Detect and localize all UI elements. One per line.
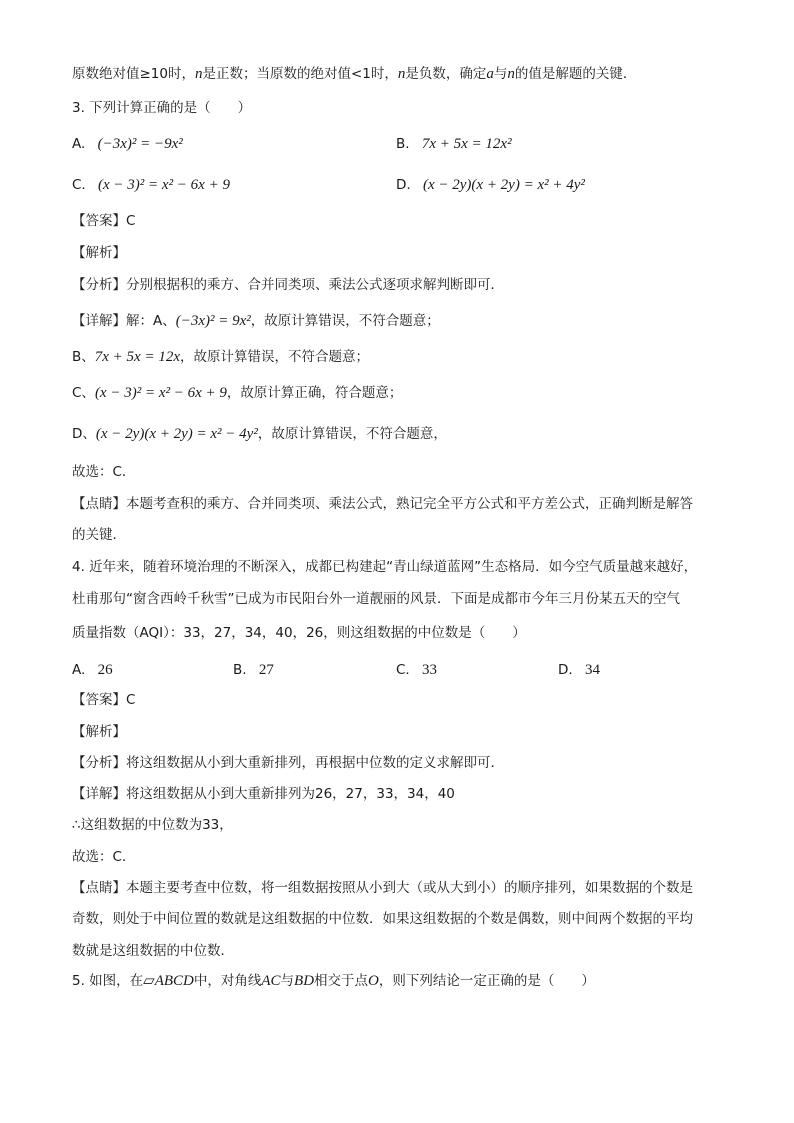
text: 5. 如图，在 xyxy=(72,973,144,989)
text: ，故原计算错误，不符合题意； xyxy=(179,349,369,365)
var-n: n xyxy=(507,66,515,82)
text: ，则下列结论一定正确的是（ ） xyxy=(378,973,595,989)
dianjing-text: 本题主要考查中位数，将一组数据按照从小到大（或从大到小）的顺序排列，如果数据的个数是 xyxy=(126,880,693,896)
formula: 7x + 5x = 12x xyxy=(94,349,180,365)
dianjing-text: 本题考查积的乘方、合并同类项、乘法公式，熟记完全平方公式和平方差公式，正确判断是解答 xyxy=(126,496,693,512)
parallelogram-label: ▱ABCD xyxy=(143,973,194,989)
q4-option-b xyxy=(233,660,274,680)
diagonal-ac: AC xyxy=(261,973,281,989)
q3-option-a xyxy=(72,134,183,154)
var-n: n xyxy=(397,66,406,82)
q4-option-d xyxy=(558,660,600,680)
intro-text: 是正数；当原数的绝对值<1时， xyxy=(202,66,398,82)
q3-stem: 3. 下列计算正确的是（ ） xyxy=(72,100,252,116)
q3-xiangjie-d xyxy=(72,424,447,444)
q3-option-d xyxy=(396,175,585,195)
option-formula: 7x + 5x = 12x² xyxy=(421,136,512,152)
dianjing-tag: 【点睛】 xyxy=(72,496,126,512)
option-label: A. xyxy=(72,662,86,678)
answer-value: C xyxy=(126,692,136,708)
option-formula: (−3x)² = −9x² xyxy=(97,136,183,152)
q4-stem-line1: 4. 近年来，随着环境治理的不断深入，成都已构建起“青山绿道蓝网”生态格局．如今空气质量越来越好， xyxy=(72,559,698,575)
fenxi-tag: 【分析】 xyxy=(72,277,126,293)
xiangjie-tag: 【详解】 xyxy=(72,786,126,802)
point-o: O xyxy=(368,973,379,989)
answer-tag: 【答案】 xyxy=(72,213,126,229)
q3-answer xyxy=(72,211,135,231)
q4-stem-line3: 质量指数（AQI）：33，27，34，40，26，则这组数据的中位数是（ ） xyxy=(72,625,526,641)
text: 与 xyxy=(280,973,295,989)
q4-fenxi xyxy=(72,753,504,773)
option-label: C. xyxy=(72,177,86,193)
text: 中，对角线 xyxy=(193,973,262,989)
q4-option-a xyxy=(72,660,113,680)
intro-text: 与 xyxy=(493,66,508,82)
option-label: D. xyxy=(558,662,573,678)
fenxi-text: 将这组数据从小到大重新排列，再根据中位数的定义求解即可． xyxy=(126,755,504,771)
q4-dianjing-cont1: 奇数，则处于中间位置的数就是这组数据的中位数．如果这组数据的个数是偶数，则中间两个数据的平均 xyxy=(72,911,693,927)
text: ，故原计算错误，不符合题意； xyxy=(250,313,440,329)
option-label: B. xyxy=(233,662,247,678)
q4-dianjing-cont2: 数就是这组数据的中位数． xyxy=(72,943,234,959)
q3-option-b xyxy=(396,134,512,154)
q4-jiexi: 【解析】 xyxy=(72,724,126,740)
q3-xiangjie-a xyxy=(72,311,440,331)
q4-answer xyxy=(72,690,135,710)
fenxi-text: 分别根据积的乘方、合并同类项、乘法公式逐项求解判断即可． xyxy=(126,277,504,293)
formula: (−3x)² = 9x² xyxy=(175,313,251,329)
q3-option-c xyxy=(72,175,230,195)
option-label: C. xyxy=(396,662,410,678)
xiangjie-text: 将这组数据从小到大重新排列为26，27，33，34，40 xyxy=(126,786,455,802)
text: B、 xyxy=(72,349,95,365)
intro-text: 的值是解题的关键． xyxy=(514,66,637,82)
fenxi-tag: 【分析】 xyxy=(72,755,126,771)
q4-option-c xyxy=(396,660,437,680)
q4-dianjing xyxy=(72,878,693,898)
answer-tag: 【答案】 xyxy=(72,692,126,708)
text: 相交于点 xyxy=(314,973,369,989)
option-label: B. xyxy=(396,136,410,152)
option-value: 26 xyxy=(97,662,113,678)
q3-fenxi xyxy=(72,275,504,295)
text: C、 xyxy=(72,385,95,401)
option-formula: (x − 3)² = x² − 6x + 9 xyxy=(98,177,230,193)
q4-stem-line2: 杜甫那句“窗含西岭千秋雪”已成为市民阳台外一道靓丽的风景．下面是成都市今年三月份某五天的空气 xyxy=(72,591,680,607)
diagonal-bd: BD xyxy=(294,973,315,989)
option-label: A. xyxy=(72,136,86,152)
text: D、 xyxy=(72,426,96,442)
var-n: n xyxy=(195,66,203,82)
q4-therefore: ∴这组数据的中位数为33， xyxy=(72,817,233,833)
option-value: 33 xyxy=(422,662,438,678)
dianjing-tag: 【点睛】 xyxy=(72,880,126,896)
text: 解：A、 xyxy=(126,313,176,329)
q3-xiangjie-b xyxy=(72,347,369,367)
q5-stem xyxy=(72,971,595,991)
option-value: 34 xyxy=(584,662,600,678)
intro-line xyxy=(72,64,636,84)
text: ，故原计算正确，符合题意； xyxy=(226,385,403,401)
formula: (x − 2y)(x + 2y) = x² − 4y² xyxy=(95,426,258,442)
option-formula: (x − 2y)(x + 2y) = x² + 4y² xyxy=(422,177,585,193)
q3-jiexi: 【解析】 xyxy=(72,245,126,261)
intro-text: 是负数，确定 xyxy=(405,66,487,82)
q3-dianjing xyxy=(72,494,693,514)
q3-guxuan: 故选：C． xyxy=(72,464,136,480)
option-value: 27 xyxy=(258,662,274,678)
formula: (x − 3)² = x² − 6x + 9 xyxy=(94,385,227,401)
xiangjie-tag: 【详解】 xyxy=(72,313,126,329)
option-label: D. xyxy=(396,177,411,193)
q3-xiangjie-c xyxy=(72,383,402,403)
q4-xiangjie xyxy=(72,784,455,804)
var-a: a xyxy=(486,66,494,82)
text: ，故原计算错误，不符合题意， xyxy=(257,426,447,442)
intro-text: 原数绝对值≥10时， xyxy=(72,66,195,82)
q3-dianjing-cont: 的关键． xyxy=(72,527,126,543)
answer-value: C xyxy=(126,213,136,229)
q4-guxuan: 故选：C． xyxy=(72,849,136,865)
